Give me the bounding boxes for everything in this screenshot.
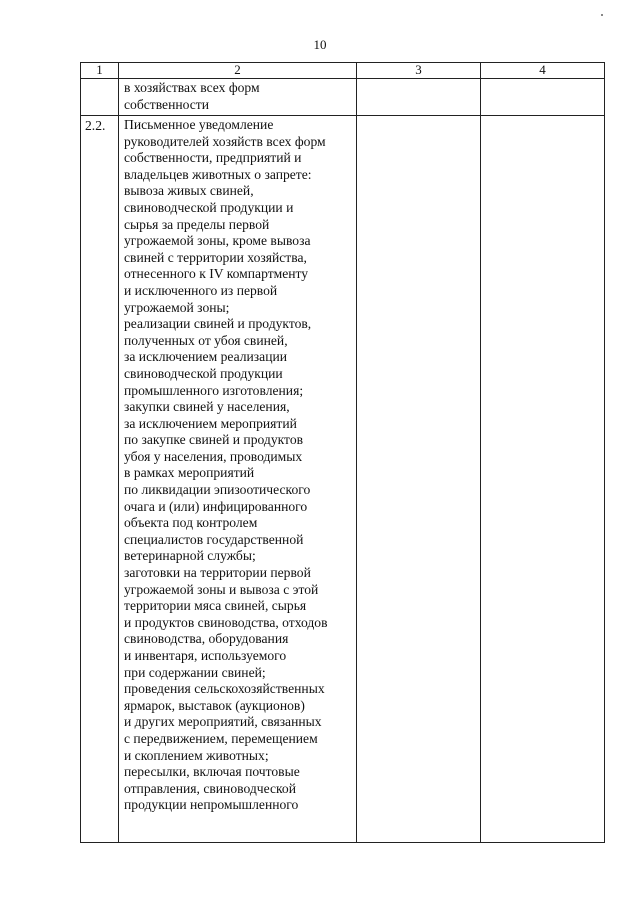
- text-line: очага и (или) инфицированного: [124, 498, 308, 514]
- text-line: и исключенного из первой: [124, 282, 278, 298]
- text-line: свиноводства, оборудования: [124, 631, 289, 647]
- text-line: свиней с территории хозяйства,: [124, 249, 307, 265]
- row-number: 2.2.: [81, 116, 119, 843]
- text-line: угрожаемой зоны и вывоза с этой: [124, 581, 319, 597]
- table-row: [81, 116, 605, 843]
- text-line: в рамках мероприятий: [124, 465, 255, 481]
- text-line: продукции непромышленного: [124, 797, 299, 813]
- text-line: ярмарок, выставок (аукционов): [124, 697, 305, 713]
- text-line: территории мяса свиней, сырья: [124, 598, 307, 614]
- scan-speck: [601, 14, 603, 16]
- page-number: 10: [313, 37, 327, 52]
- table-row: [81, 79, 605, 116]
- text-line: владельцев животных о запрете:: [124, 166, 312, 182]
- text-line: с передвижением, перемещением: [124, 730, 318, 746]
- text-line: реализации свиней и продуктов,: [124, 316, 312, 332]
- text-line: и инвентаря, используемого: [124, 648, 287, 663]
- text-line: и продуктов свиноводства, отходов: [124, 614, 328, 630]
- text-line: убоя у населения, проводимых: [124, 448, 303, 464]
- text-line: специалистов государственной: [124, 531, 304, 547]
- text-line: полученных от убоя свиней,: [124, 332, 288, 348]
- text-line: отправления, свиноводческой: [124, 780, 296, 796]
- text-line: при содержании свиней;: [124, 664, 266, 680]
- text-line: за исключением реализации: [124, 349, 288, 365]
- row-col-4: [481, 116, 605, 843]
- row-col-3: [357, 116, 481, 843]
- row-text: [119, 79, 357, 116]
- text-line: отнесенного к IV компартменту: [124, 266, 309, 282]
- row-col-4: [481, 79, 605, 116]
- text-line: заготовки на территории первой: [124, 565, 311, 581]
- row-col-3: [357, 79, 481, 116]
- text-line: по ликвидации эпизоотического: [124, 482, 311, 498]
- text-line: промышленного изготовления;: [124, 382, 304, 398]
- text-line: закупки свиней у населения,: [124, 399, 290, 415]
- text-line: собственности, предприятий и: [124, 150, 302, 166]
- table-header-row: [81, 63, 605, 79]
- text-line: вывоза живых свиней,: [124, 183, 254, 199]
- text-line: проведения сельскохозяйственных: [124, 681, 325, 697]
- text-line: и скоплением животных;: [124, 747, 269, 763]
- text-line: собственности: [124, 96, 210, 112]
- header-col-4: 4: [481, 63, 605, 79]
- text-line: ветеринарной службы;: [124, 548, 256, 564]
- header-col-3: 3: [357, 63, 481, 79]
- text-line: угрожаемой зоны, кроме вывоза: [124, 233, 311, 249]
- header-col-1: 1: [81, 63, 119, 79]
- text-line: свиноводческой продукции и: [124, 199, 294, 215]
- text-line: руководителей хозяйств всех форм: [124, 133, 326, 149]
- row-number: [81, 79, 119, 116]
- text-line: угрожаемой зоны;: [124, 299, 230, 315]
- text-line: и других мероприятий, связанных: [124, 714, 322, 730]
- text-line: свиноводческой продукции: [124, 365, 283, 381]
- text-line: по закупке свиней и продуктов: [124, 432, 304, 448]
- row-text: [119, 116, 357, 843]
- text-line: Письменное уведомление: [124, 117, 274, 132]
- text-line: объекта под контролем: [124, 515, 258, 531]
- measures-table: [80, 62, 605, 843]
- text-line: сырья за пределы первой: [124, 216, 270, 232]
- text-line: за исключением мероприятий: [124, 415, 297, 431]
- header-col-2: 2: [119, 63, 357, 79]
- text-line: в хозяйствах всех форм: [124, 80, 260, 95]
- text-line: пересылки, включая почтовые: [124, 764, 300, 780]
